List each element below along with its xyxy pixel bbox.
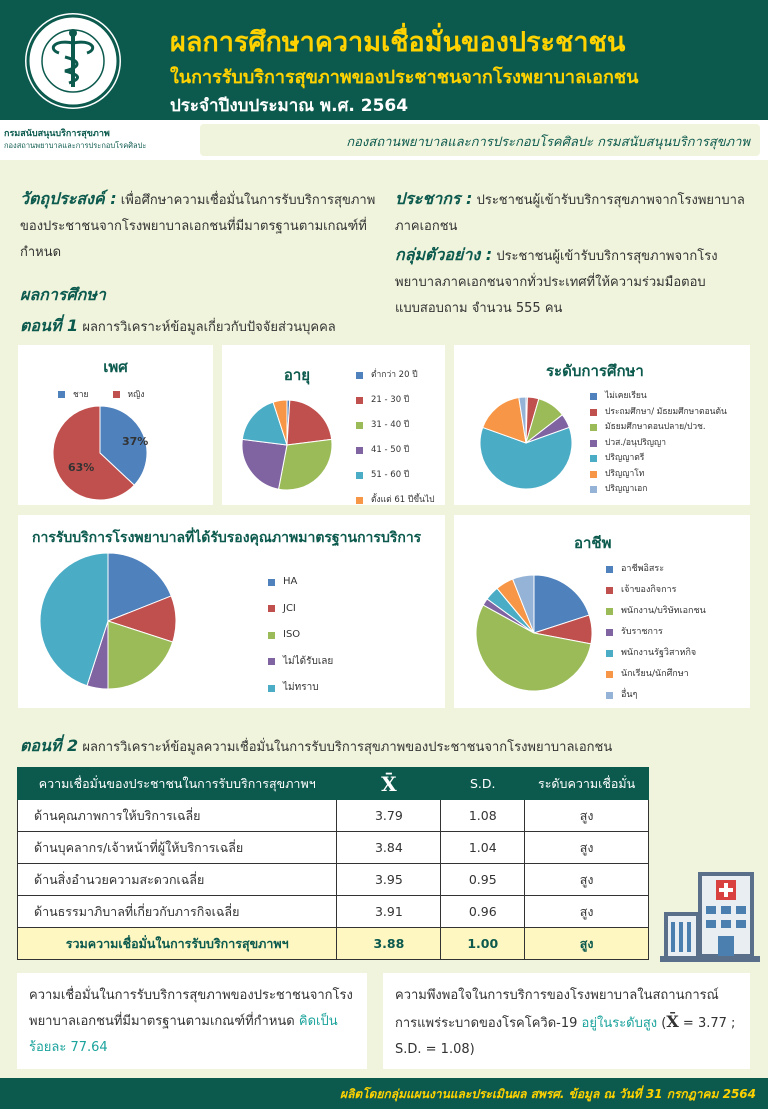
chart-title: ระดับการศึกษา [546, 362, 644, 380]
part1-text: ผลการวิเคราะห์ข้อมูลเกี่ยวกับปัจจัยส่วนบุคคล [82, 320, 336, 335]
ministry-logo [22, 10, 124, 112]
mean-symbol: X̄ [666, 1012, 679, 1031]
chart-card-education [454, 345, 750, 505]
legend-label: 31 - 40 ปี [371, 420, 410, 430]
hospital-icon [660, 862, 760, 962]
summary-level: อยู่ในระดับสูง [581, 1016, 658, 1031]
chart-card-age [222, 345, 445, 505]
table-header: X̄ [337, 768, 441, 800]
legend-label: ปริญญาโท [605, 468, 645, 479]
objective-label: วัตถุประสงค์ : [20, 189, 117, 208]
table-header-row [18, 768, 649, 800]
header-banner [0, 0, 768, 120]
objective-text: เพื่อศึกษาความเชื่อมั่นในการรับบริการสุขภาพของประชาชนจากโรงพยาบาลเอกชนที่มีมาตรฐานตามเกณฑ์ที่กำหนด [20, 193, 376, 260]
legend-label: ไม่ทราบ [283, 682, 319, 693]
table-header: ระดับความเชื่อมั่น [525, 768, 649, 800]
legend-item [590, 405, 727, 421]
chart-legend [356, 363, 435, 513]
summary-confidence [17, 973, 367, 1069]
legend-item [268, 596, 333, 623]
table-cell: ด้านคุณภาพการให้บริการเฉลี่ย [18, 800, 337, 832]
legend-label: อื่นๆ [621, 690, 638, 700]
chart-legend [606, 559, 706, 706]
table-row [18, 832, 649, 864]
legend-item [606, 601, 706, 622]
legend-label: ปวส./อนุปริญญา [605, 437, 667, 448]
summary-text: ความพึงพอใจในการบริการของโรงพยาบาลในสถานการณ์การแพร่ระบาดของโรคโควิด-19 [395, 988, 719, 1031]
chart-title: การรับบริการโรงพยาบาลที่ได้รับรองคุณภาพมาตรฐานการบริการ [32, 530, 422, 546]
population-label: ประชากร : [395, 189, 473, 208]
table-cell: ด้านบุคลากร/เจ้าหน้าที่ผู้ให้บริการเฉลี่ย [18, 832, 337, 864]
legend-item [268, 622, 333, 649]
chart-card-occupation [454, 515, 750, 708]
chart-title: เพศ [103, 358, 128, 376]
table-cell: สูง [525, 928, 649, 960]
sub-header [0, 120, 768, 160]
table-cell: ด้านธรรมาภิบาลที่เกี่ยวกับภารกิจเฉลี่ย [18, 896, 337, 928]
table-cell: 3.84 [337, 832, 441, 864]
legend-label: 51 - 60 ปี [371, 470, 410, 480]
pie-chart-gender [18, 345, 213, 505]
legend-item [356, 388, 435, 413]
legend-label: หญิง [127, 390, 145, 400]
org-name: กรมสนับสนุนบริการสุขภาพ [4, 129, 110, 139]
legend-item [590, 451, 727, 467]
table-cell: สูง [525, 864, 649, 896]
table-row [18, 896, 649, 928]
table-cell: สูง [525, 832, 649, 864]
table-cell: 1.04 [441, 832, 525, 864]
chart-card-gender [18, 345, 213, 505]
table-cell: 3.79 [337, 800, 441, 832]
table-cell: 3.88 [337, 928, 441, 960]
part2-label: ตอนที่ 2 [20, 736, 79, 755]
summary-text: ความเชื่อมั่นในการรับบริการสุขภาพของประชาชนจากโรงพยาบาลเอกชนที่มีมาตรฐานตามเกณฑ์ที่กำหนด [29, 988, 353, 1029]
part1-heading [20, 313, 336, 341]
table-cell: สูง [525, 896, 649, 928]
stats-values: = 3.77 ; S.D. = 1.08) [395, 1016, 736, 1057]
legend-item [356, 413, 435, 438]
chart-legend [268, 569, 333, 702]
stats-open: ( [661, 1016, 667, 1031]
legend-label: อาชีพอิสระ [621, 564, 665, 574]
legend-item [356, 463, 435, 488]
summary-percent: คิดเป็นร้อยละ 77.64 [29, 1014, 338, 1055]
part2-text: ผลการวิเคราะห์ข้อมูลความเชื่อมั่นในการรับบริการสุขภาพของประชาชนจากโรงพยาบาลเอกชน [82, 740, 613, 755]
table-cell: ด้านสิ่งอำนวยความสะดวกเฉลี่ย [18, 864, 337, 896]
confidence-table [17, 767, 649, 960]
data-label: 63% [68, 461, 95, 474]
legend-label: HA [283, 576, 298, 587]
legend-item [356, 438, 435, 463]
legend-label: ต่ำกว่า 20 ปี [371, 370, 418, 380]
legend-label: รับราชการ [621, 627, 663, 637]
legend-item [606, 664, 706, 685]
legend-item [268, 649, 333, 676]
pie-chart-accreditation [18, 515, 445, 708]
chart-title: อายุ [283, 366, 311, 384]
legend-label: นักเรียน/นักศึกษา [621, 669, 689, 679]
legend-item [606, 559, 706, 580]
legend-label: พนักงานรัฐวิสาหกิจ [621, 648, 697, 658]
table-row [18, 864, 649, 896]
legend-item [606, 643, 706, 664]
chart-title: อาชีพ [574, 534, 612, 552]
legend-label: พนักงาน/บริษัทเอกชน [621, 606, 706, 616]
legend-label: ประถมศึกษา/ มัธยมศึกษาตอนต้น [605, 406, 727, 417]
sample-text: ประชาชนผู้เข้ารับบริการสุขภาพจากโรงพยาบาลภาคเอกชนจากทั่วประเทศที่ให้ความร่วมมือตอบแบบสอบถาม จำนวน 555 คน [395, 249, 718, 316]
legend-item [356, 488, 435, 513]
page-title: ผลการศึกษาความเชื่อมั่นของประชาชน [170, 27, 626, 58]
footer: ผลิตโดยกลุ่มแผนงานและประเมินผล สพรศ. ข้อมูล ณ วันที่ 31 กรกฎาคม 2564 [0, 1078, 768, 1109]
legend-item [590, 467, 727, 483]
division-line: กองสถานพยาบาลและการประกอบโรคศิลปะ กรมสนับสนุนบริการสุขภาพ [200, 124, 760, 156]
sample-label: กลุ่มตัวอย่าง : [395, 245, 493, 264]
population-block [395, 186, 750, 240]
legend-item [590, 389, 727, 405]
table-cell: 3.95 [337, 864, 441, 896]
table-cell: 0.95 [441, 864, 525, 896]
legend-item [606, 580, 706, 601]
legend-item [590, 420, 727, 436]
legend-label: 21 - 30 ปี [371, 395, 410, 405]
legend-label: มัธยมศึกษาตอนปลาย/ปวช. [605, 422, 706, 432]
legend-item [268, 675, 333, 702]
table-total-row [18, 928, 649, 960]
org-block [4, 126, 184, 152]
table-cell: 1.00 [441, 928, 525, 960]
table-cell: 3.91 [337, 896, 441, 928]
legend-label: ตั้งแต่ 61 ปีขึ้นไป [371, 495, 435, 505]
legend-item [590, 482, 727, 498]
pie-slice [287, 400, 332, 445]
legend-label: ปริญญาเอก [605, 484, 648, 494]
caduceus-icon [25, 13, 121, 109]
legend-item [590, 436, 727, 452]
table-header: ความเชื่อมั่นของประชาชนในการรับบริการสุขภาพฯ [18, 768, 337, 800]
table-cell: 1.08 [441, 800, 525, 832]
table-cell: สูง [525, 800, 649, 832]
chart-card-accreditation [18, 515, 445, 708]
chart-legend [590, 389, 727, 498]
objective-block [20, 186, 376, 266]
population-text: ประชาชนผู้เข้ารับบริการสุขภาพจากโรงพยาบาลภาคเอกชน [395, 193, 745, 234]
legend-label: JCI [283, 602, 296, 614]
legend-label: ปริญญาตรี [605, 453, 645, 463]
legend-item [268, 569, 333, 596]
legend-label: ไม่เคยเรียน [605, 391, 647, 401]
legend-label: เจ้าของกิจการ [621, 585, 677, 595]
sample-block [395, 242, 750, 322]
org-subname: กองสถานพยาบาลและการประกอบโรคศิลปะ [4, 141, 147, 150]
legend-label: ชาย [73, 390, 89, 400]
legend-label: ISO [283, 629, 301, 640]
legend-label: 41 - 50 ปี [371, 445, 410, 455]
page-subtitle: ในการรับบริการสุขภาพของประชาชนจากโรงพยาบาลเอกชน [170, 67, 639, 88]
results-heading: ผลการศึกษา [20, 285, 106, 304]
fiscal-year: ประจำปีงบประมาณ พ.ศ. 2564 [170, 96, 409, 116]
part1-label: ตอนที่ 1 [20, 316, 79, 335]
legend-label: ไม่ได้รับเลย [283, 655, 334, 667]
data-label: 37% [122, 435, 149, 448]
pie-slice [242, 439, 287, 489]
summary-satisfaction [383, 973, 750, 1069]
table-cell: รวมความเชื่อมั่นในการรับบริการสุขภาพฯ [18, 928, 337, 960]
legend-item [606, 622, 706, 643]
part2-heading [20, 733, 612, 761]
table-cell: 0.96 [441, 896, 525, 928]
table-row [18, 800, 649, 832]
table-header: S.D. [441, 768, 525, 800]
legend-item [356, 363, 435, 388]
legend-item [606, 685, 706, 706]
